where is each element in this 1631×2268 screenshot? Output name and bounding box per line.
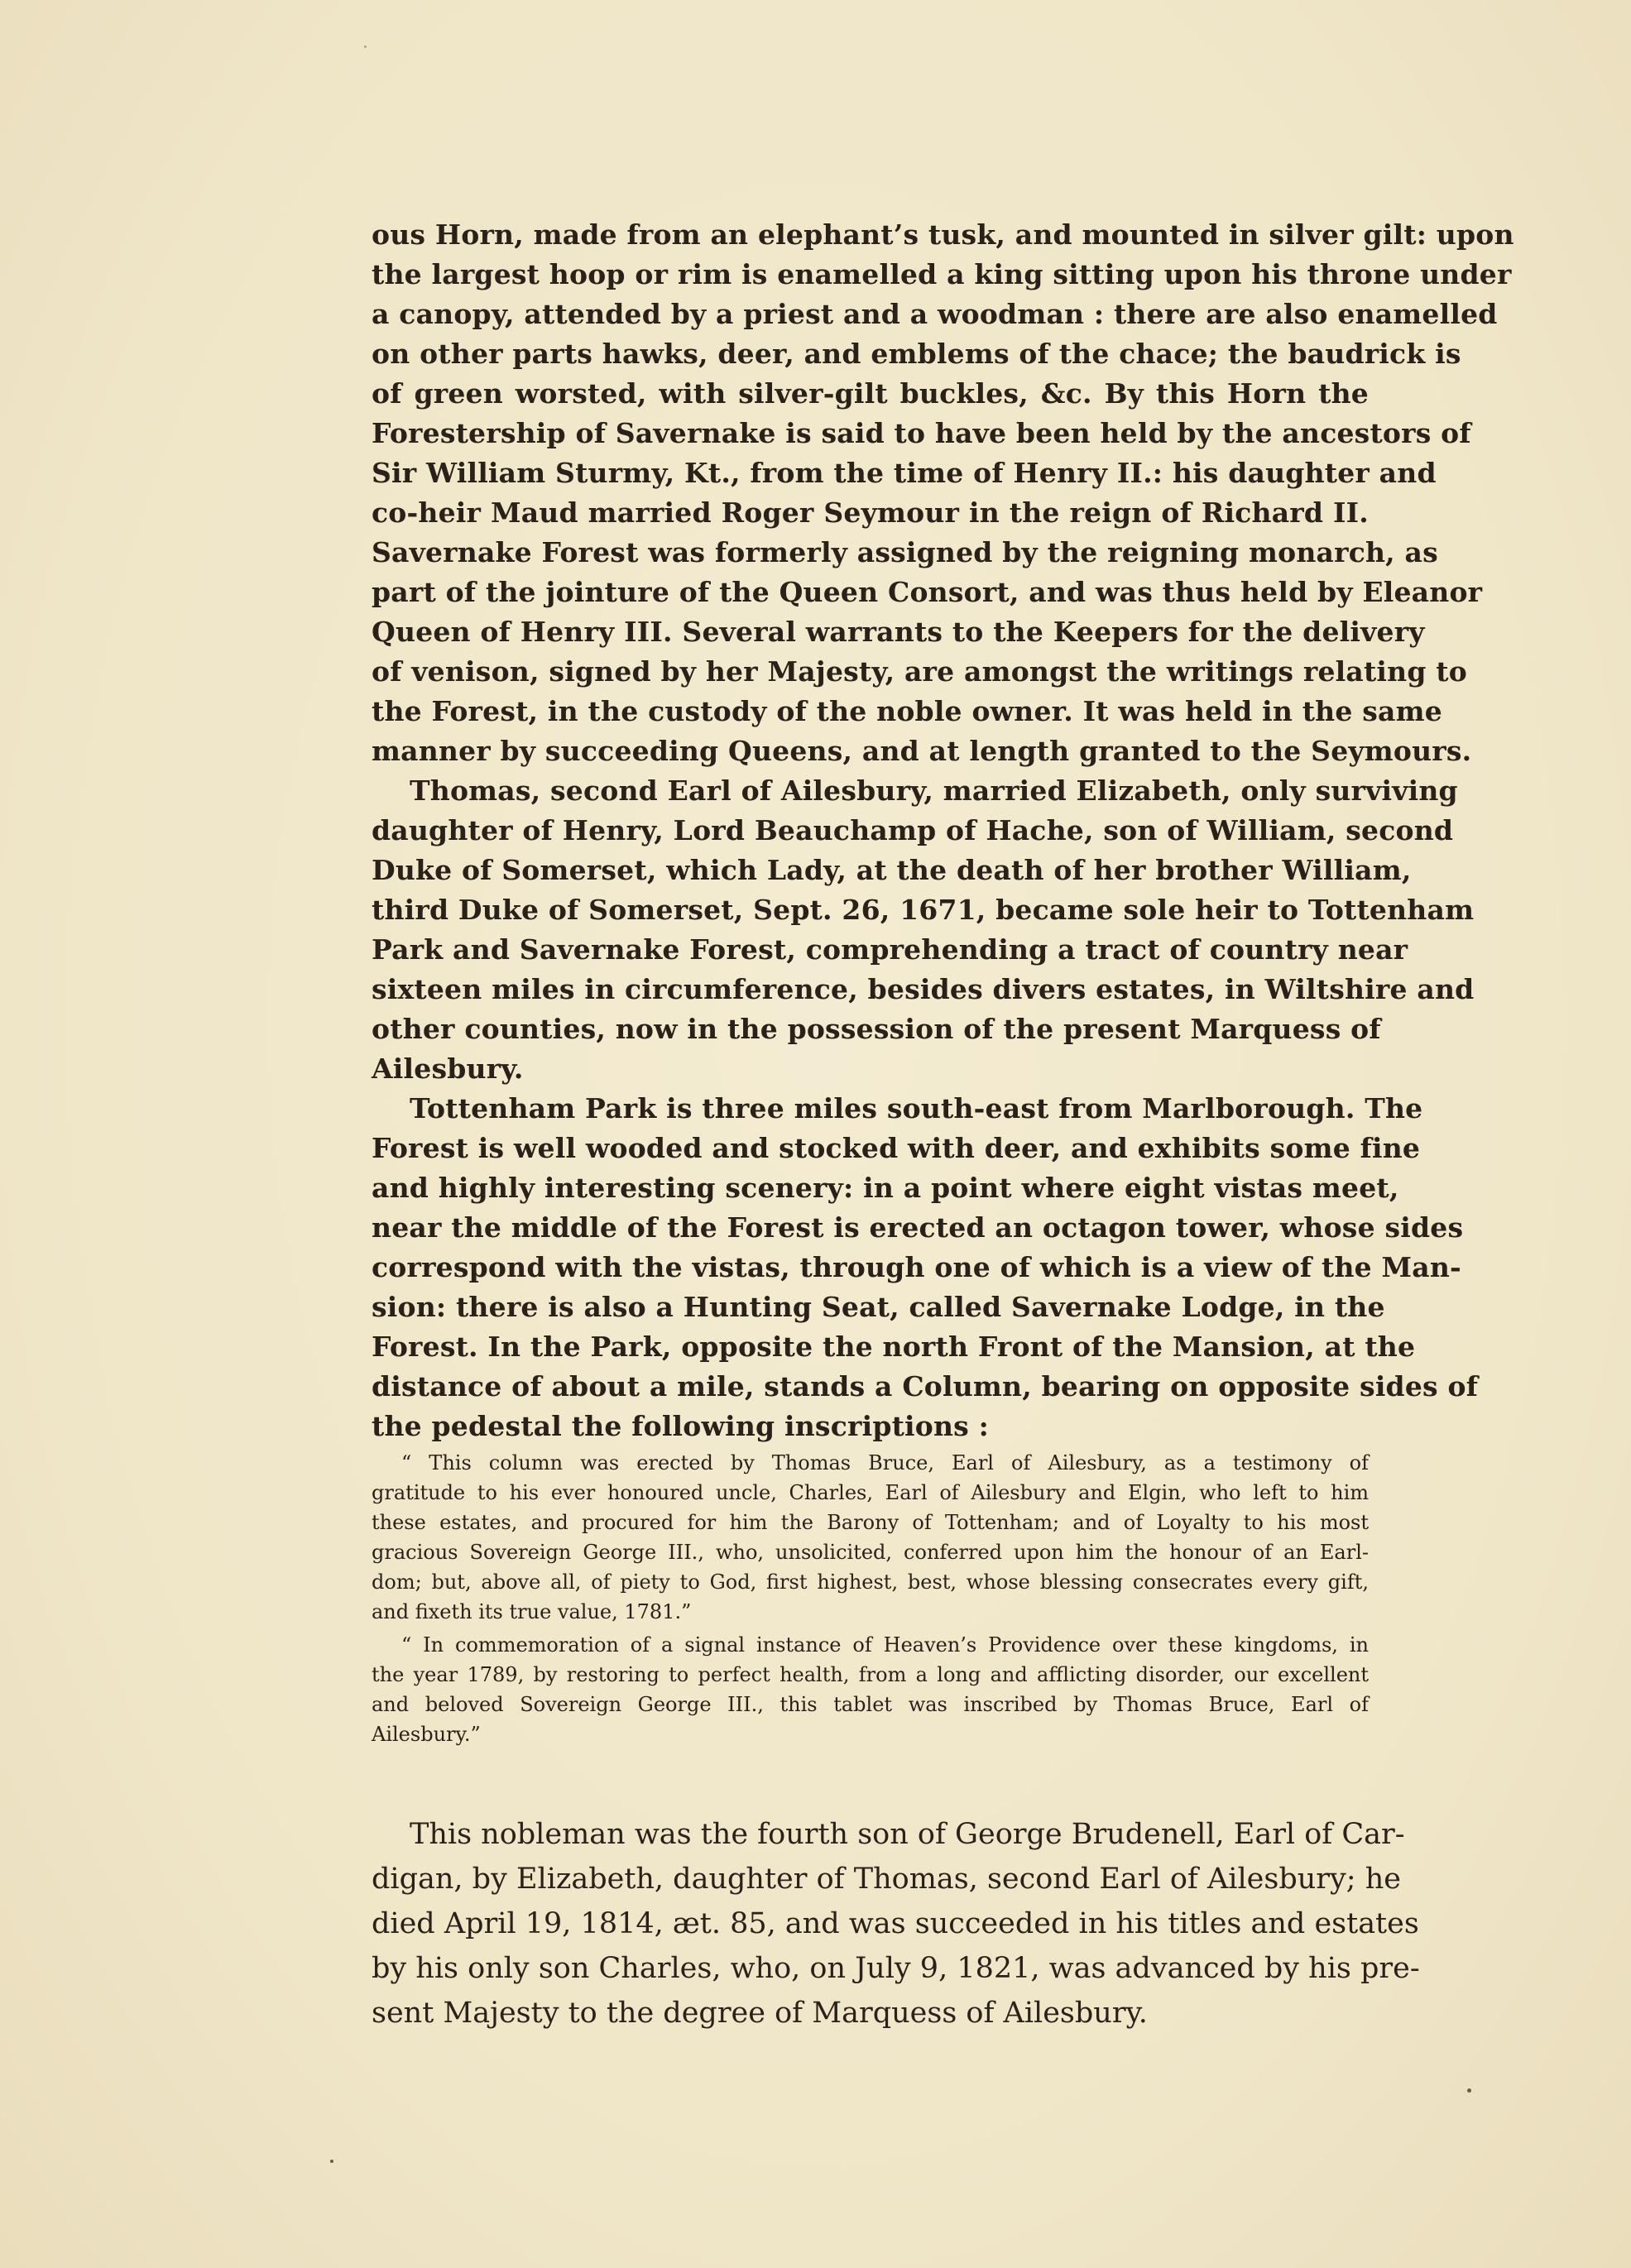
text-line: Forestership of Savernake is said to have been held by the ancestors of xyxy=(372,417,1471,449)
main-text xyxy=(372,215,1514,1446)
paragraph-start-line: Tottenham Park is three miles south-east from Marlborough. The xyxy=(410,1092,1423,1124)
inscription-line: gratitude to his ever honoured uncle, Charles, Earl of Ailesbury and Elgin, who left to him xyxy=(372,1481,1369,1504)
text-line: of green worsted, with silver-gilt buckles, &c. By this Horn the xyxy=(372,377,1369,410)
closing-paragraph xyxy=(372,1812,1420,2035)
text-line: of venison, signed by her Majesty, are amongst the writings relating to xyxy=(372,655,1467,688)
closing-line: by his only son Charles, who, on July 9, 1821, was advanced by his pre- xyxy=(372,1952,1420,1985)
inscription-line: the year 1789, by restoring to perfect health, from a long and afflicting disorder, our excellent xyxy=(372,1663,1369,1686)
inscription-line: these estates, and procured for him the Barony of Tottenham; and of Loyalty to his most xyxy=(372,1511,1369,1534)
text-line: third Duke of Somerset, Sept. 26, 1671, became sole heir to Tottenham xyxy=(372,894,1475,926)
inscription-line: Ailesbury.” xyxy=(372,1723,481,1746)
inscription-line: dom; but, above all, of piety to God, first highest, best, whose blessing consecrates every gift, xyxy=(372,1570,1369,1594)
text-line: sixteen miles in circumference, besides divers estates, in Wiltshire and xyxy=(372,973,1475,1005)
text-line: the Forest, in the custody of the noble owner. It was held in the same xyxy=(372,695,1442,727)
text-line: the pedestal the following inscriptions : xyxy=(372,1410,990,1442)
text-line: correspond with the vistas, through one of which is a view of the Man- xyxy=(372,1251,1461,1283)
text-line: Queen of Henry III. Several warrants to the Keepers for the delivery xyxy=(372,616,1425,648)
text-line: Sir William Sturmy, Kt., from the time of Henry II.: his daughter and xyxy=(372,457,1437,489)
text-line: co-heir Maud married Roger Seymour in the reign of Richard II. xyxy=(372,496,1369,529)
text-line: Duke of Somerset, which Lady, at the death of her brother William, xyxy=(372,854,1412,886)
text-line: and highly interesting scenery: in a point where eight vistas meet, xyxy=(372,1172,1399,1204)
closing-line: This nobleman was the fourth son of George Brudenell, Earl of Car- xyxy=(410,1818,1405,1851)
text-line: Savernake Forest was formerly assigned by the reigning monarch, as xyxy=(372,536,1438,568)
inscription-line: and beloved Sovereign George III., this tablet was inscribed by Thomas Bruce, Earl of xyxy=(372,1693,1369,1716)
closing-line: died April 19, 1814, æt. 85, and was succeeded in his titles and estates xyxy=(372,1907,1419,1940)
text-line: a canopy, attended by a priest and a woodman : there are also enamelled xyxy=(372,298,1498,330)
text-line: part of the jointure of the Queen Consort, and was thus held by Eleanor xyxy=(372,576,1483,608)
text-line: Forest is well wooded and stocked with deer, and exhibits some fine xyxy=(372,1132,1421,1164)
paper-speck xyxy=(330,2160,333,2163)
inscriptions-block xyxy=(372,1448,1369,1749)
closing-line: sent Majesty to the degree of Marquess of Ailesbury. xyxy=(372,1997,1148,2030)
text-line: near the middle of the Forest is erected an octagon tower, whose sides xyxy=(372,1211,1464,1244)
inscription-line: “ In commemoration of a signal instance of Heaven’s Providence over these kingdoms, in xyxy=(401,1633,1369,1657)
text-line: ous Horn, made from an elephant’s tusk, and mounted in silver gilt: upon xyxy=(372,218,1514,251)
paragraph-start-line: Thomas, second Earl of Ailesbury, married Elizabeth, only surviving xyxy=(410,774,1458,807)
text-line: daughter of Henry, Lord Beauchamp of Hache, son of William, second xyxy=(372,814,1454,846)
inscription-line: “ This column was erected by Thomas Bruce, Earl of Ailesbury, as a testimony of xyxy=(401,1451,1369,1474)
paper-speck xyxy=(364,46,367,48)
text-line: Ailesbury. xyxy=(372,1052,524,1085)
paper-speck xyxy=(1467,2088,1471,2093)
text-line: Forest. In the Park, opposite the north Front of the Mansion, at the xyxy=(372,1331,1416,1363)
inscription-line: gracious Sovereign George III., who, unsolicited, conferred upon him the honour of an Earl- xyxy=(372,1541,1369,1564)
text-line: on other parts hawks, deer, and emblems of the chace; the baudrick is xyxy=(372,338,1461,370)
text-line: Park and Savernake Forest, comprehending a tract of country near xyxy=(372,933,1408,966)
text-line: the largest hoop or rim is enamelled a king sitting upon his throne under xyxy=(372,258,1512,290)
inscription-line: and fixeth its true value, 1781.” xyxy=(372,1600,692,1623)
text-line: distance of about a mile, stands a Column, bearing on opposite sides of xyxy=(372,1370,1479,1403)
text-line: other counties, now in the possession of the present Marquess of xyxy=(372,1013,1381,1045)
closing-line: digan, by Elizabeth, daughter of Thomas, second Earl of Ailesbury; he xyxy=(372,1863,1401,1896)
text-line: manner by succeeding Queens, and at length granted to the Seymours. xyxy=(372,735,1472,767)
text-line: sion: there is also a Hunting Seat, called Savernake Lodge, in the xyxy=(372,1291,1385,1323)
